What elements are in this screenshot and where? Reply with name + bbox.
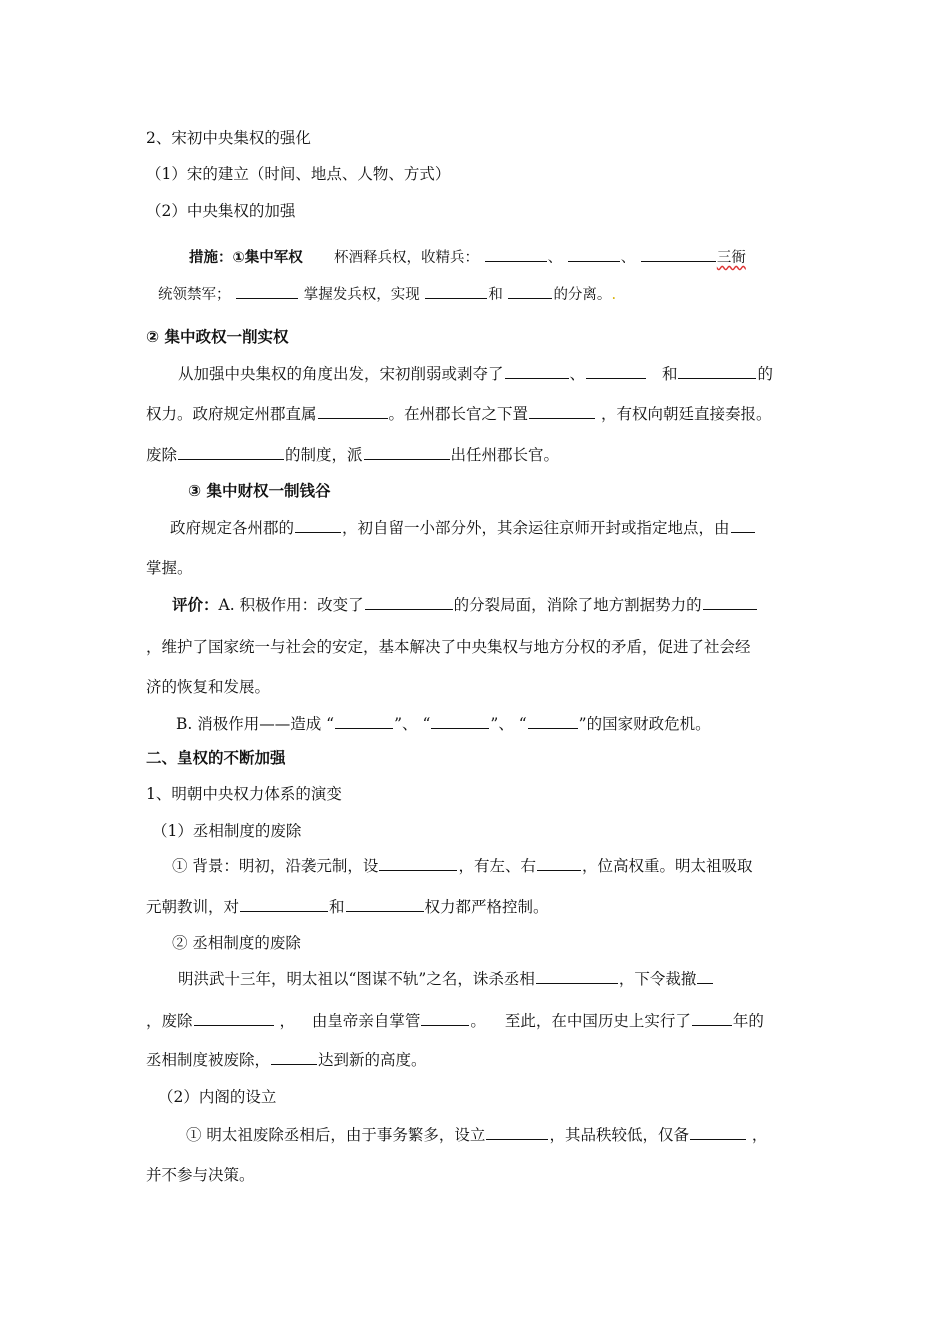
evaluation-line-2 — [146, 636, 751, 658]
text: ， — [751, 1126, 768, 1144]
political-line-2 — [146, 403, 771, 425]
measure-military-line — [189, 246, 746, 269]
text: 掌握发兵权，实现 — [303, 287, 420, 303]
section-heading-song — [146, 127, 311, 149]
text: 出任州郡长官。 — [450, 446, 560, 464]
abolition-line-3 — [146, 1049, 427, 1071]
text: B. 消极作用——造成 “ — [176, 715, 335, 733]
abolition-line-2 — [146, 1010, 764, 1032]
text: A. 积极作用：改变了 — [218, 596, 364, 614]
text: （2）内阁的设立 — [158, 1088, 277, 1106]
text: （2）中央集权的加强 — [146, 202, 296, 220]
text: 权力都严格控制。 — [424, 898, 549, 916]
blank — [236, 283, 298, 299]
blank — [271, 1049, 317, 1065]
blank — [421, 1010, 469, 1026]
evaluation-negative-line — [176, 713, 711, 735]
text: 达到新的高度。 — [318, 1051, 427, 1069]
text: 元朝教训，对 — [146, 898, 240, 916]
blank — [641, 246, 716, 262]
background-line-2 — [146, 896, 549, 918]
evaluation-line-3 — [146, 676, 270, 698]
blank — [586, 363, 646, 379]
blank — [536, 968, 618, 984]
text: 统领禁军； — [158, 287, 231, 303]
blank — [295, 517, 341, 533]
blank — [731, 517, 755, 533]
military-line-2: 统领禁军； 掌握发兵权，实现 和 的分离。. — [158, 283, 616, 306]
blank — [425, 283, 487, 299]
blank — [485, 246, 547, 262]
evaluation-label: 评价： — [172, 596, 219, 614]
text: ① 明太祖废除丞相后，由于事务繁多，设立 — [186, 1126, 486, 1144]
text: ，初自留一小部分外，其余运往京师开封或指定地点，由 — [342, 519, 730, 537]
text: ”的国家财政危机。 — [578, 715, 711, 733]
text: 、 — [547, 250, 563, 266]
heading-political-power — [146, 326, 289, 348]
text: 济的恢复和发展。 — [146, 678, 271, 696]
blank — [379, 855, 457, 871]
text: 、 — [569, 365, 586, 383]
text: 的分离。 — [553, 287, 612, 303]
text: ”、 “ — [394, 715, 431, 733]
text: （1）丞相制度的废除 — [152, 822, 302, 840]
text: ，其品秩较低，仅备 — [549, 1126, 689, 1144]
text: 、 — [620, 250, 636, 266]
blank — [568, 246, 620, 262]
text: ③ 集中财权一制钱谷 — [188, 482, 331, 500]
blank — [240, 896, 328, 912]
text: ”、 “ — [490, 715, 527, 733]
subheading-centralization — [146, 200, 295, 222]
blank — [318, 403, 388, 419]
text: 三衙 — [716, 250, 746, 266]
blank — [528, 713, 578, 729]
text: ，废除 — [146, 1012, 193, 1030]
text: 的分裂局面，消除了地方割据势力的 — [453, 596, 702, 614]
blank — [690, 1124, 746, 1140]
blank — [697, 968, 713, 984]
text: ，有左、右 — [458, 857, 536, 875]
text: ，位高权重。明太祖吸取 — [581, 857, 753, 875]
political-line-1 — [178, 363, 773, 385]
text: 杯酒释兵权，收精兵： — [334, 250, 479, 266]
subheading-song-founding — [146, 163, 450, 185]
text: 的制度，派 — [285, 446, 363, 464]
text: （1）宋的建立（时间、地点、人物、方式） — [146, 165, 451, 183]
subheading-grand-secretariat — [158, 1086, 276, 1108]
text: 从加强中央集权的角度出发，宋初削弱或剥夺了 — [178, 365, 504, 383]
text: ，下令裁撤 — [618, 970, 697, 988]
text: 和 — [488, 287, 503, 303]
text: ② 集中政权一削实权 — [146, 328, 289, 346]
text: 年的 — [732, 1012, 764, 1030]
text: 的 — [757, 365, 773, 383]
text: 。在州郡长官之下置 — [388, 405, 529, 423]
blank — [365, 594, 453, 610]
subheading-abolition — [172, 932, 301, 954]
text: ， — [279, 1012, 295, 1030]
secretariat-line-1 — [186, 1124, 767, 1146]
heading-financial-power — [188, 480, 331, 502]
text: 和 — [329, 898, 345, 916]
blank — [364, 444, 450, 460]
blank — [692, 1010, 732, 1026]
text: ，有权向朝廷直接奏报。 — [600, 405, 772, 423]
blank — [508, 283, 552, 299]
text: 1、明朝中央权力体系的演变 — [146, 785, 342, 803]
text: 二、皇权的不断加强 — [146, 749, 286, 767]
text: 明洪武十三年，明太祖以“图谋不轨”之名，诛杀丞相 — [178, 970, 535, 988]
blank — [703, 594, 757, 610]
blank — [431, 713, 489, 729]
text: 和 — [661, 365, 678, 383]
blank — [505, 363, 569, 379]
blank — [529, 403, 595, 419]
secretariat-line-2 — [146, 1164, 255, 1186]
financial-line-2 — [146, 557, 193, 579]
blank — [194, 1010, 274, 1026]
financial-line-1 — [170, 517, 756, 539]
text: ② 丞相制度的废除 — [172, 934, 301, 952]
text: 废除 — [146, 446, 178, 464]
political-line-3 — [146, 444, 559, 466]
background-line-1 — [172, 855, 752, 877]
blank — [178, 444, 284, 460]
blank — [537, 855, 581, 871]
measure-label: 措施：①集中军权 — [189, 250, 303, 266]
blank — [486, 1124, 548, 1140]
text: ，维护了国家统一与社会的安定，基本解决了中央集权与地方分权的矛盾，促进了社会经 — [146, 638, 751, 656]
subheading-chancellor-abolition — [152, 820, 301, 842]
text: 由皇帝亲自掌管 — [311, 1012, 421, 1030]
text: ① 背景：明初，沿袭元制，设 — [172, 857, 379, 875]
text: 2、宋初中央集权的强化 — [146, 129, 311, 147]
text: 并不参与决策。 — [146, 1166, 255, 1184]
text: 。 — [470, 1012, 486, 1030]
abolition-line-1 — [178, 968, 714, 990]
subheading-ming — [146, 783, 342, 805]
evaluation-line-1 — [172, 594, 758, 616]
blank — [335, 713, 393, 729]
text: 丞相制度被废除， — [146, 1051, 271, 1069]
section-heading-imperial-power — [146, 747, 286, 769]
text: 权力。政府规定州郡直属 — [146, 405, 317, 423]
blank — [678, 363, 756, 379]
text: 至此，在中国历史上实行了 — [504, 1012, 691, 1030]
blank — [346, 896, 424, 912]
text: 政府规定各州郡的 — [170, 519, 295, 537]
text: 掌握。 — [146, 559, 193, 577]
